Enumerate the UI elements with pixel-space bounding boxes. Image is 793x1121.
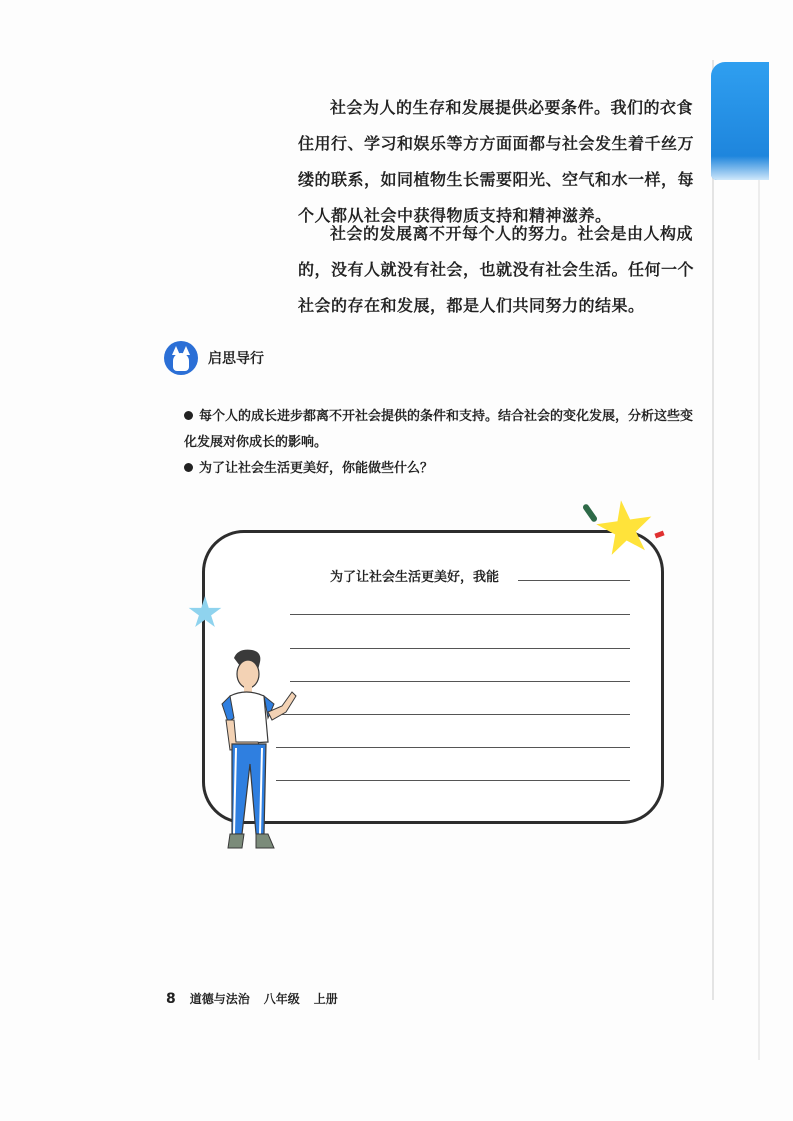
question-text: 为了让社会生活更美好，你能做些什么？	[199, 461, 434, 476]
writing-line[interactable]	[276, 747, 630, 748]
body-paragraph: 社会为人的生存和发展提供必要条件。我们的衣食住用行、学习和娱乐等方方面面都与社会发生着千丝万缕的联系，如同植物生长需要阳光、空气和水一样，每个人都从社会中获得物质支持和精神滋养。	[298, 98, 695, 225]
writing-line[interactable]	[290, 681, 630, 682]
grade-label: 八年级	[263, 992, 300, 1006]
spark-decoration	[654, 531, 664, 539]
owl-icon	[164, 341, 198, 375]
bullet-icon	[184, 463, 193, 472]
page-footer	[166, 990, 338, 1007]
student-illustration	[212, 648, 298, 860]
card-prompt: 为了让社会生活更美好，我能	[330, 570, 500, 585]
volume-label: 上册	[313, 992, 338, 1006]
book-title: 道德与法治	[189, 992, 250, 1006]
writing-line[interactable]	[276, 780, 630, 781]
body-paragraph: 社会的发展离不开每个人的努力。社会是由人构成的，没有人就没有社会，也就没有社会生活。任何一个社会的存在和发展，都是人们共同努力的结果。	[298, 224, 695, 315]
bullet-icon	[184, 411, 193, 420]
chapter-tab	[711, 62, 769, 180]
writing-line[interactable]	[518, 580, 630, 581]
writing-line[interactable]	[282, 714, 630, 715]
section-title: 启思导行	[208, 351, 264, 367]
question-bullet	[184, 456, 704, 482]
writing-line[interactable]	[290, 614, 630, 615]
writing-line[interactable]	[290, 648, 630, 649]
page-edge-shadow	[758, 180, 760, 1060]
page-edge	[712, 60, 714, 1000]
question-text: 每个人的成长进步都离不开社会提供的条件和支持。结合社会的变化发展，分析这些变化发展对你成长的影响。	[184, 409, 694, 450]
page-number: 8	[166, 991, 176, 1007]
question-bullet	[184, 404, 704, 456]
section-header	[164, 340, 264, 376]
leaf-decoration	[582, 503, 598, 523]
